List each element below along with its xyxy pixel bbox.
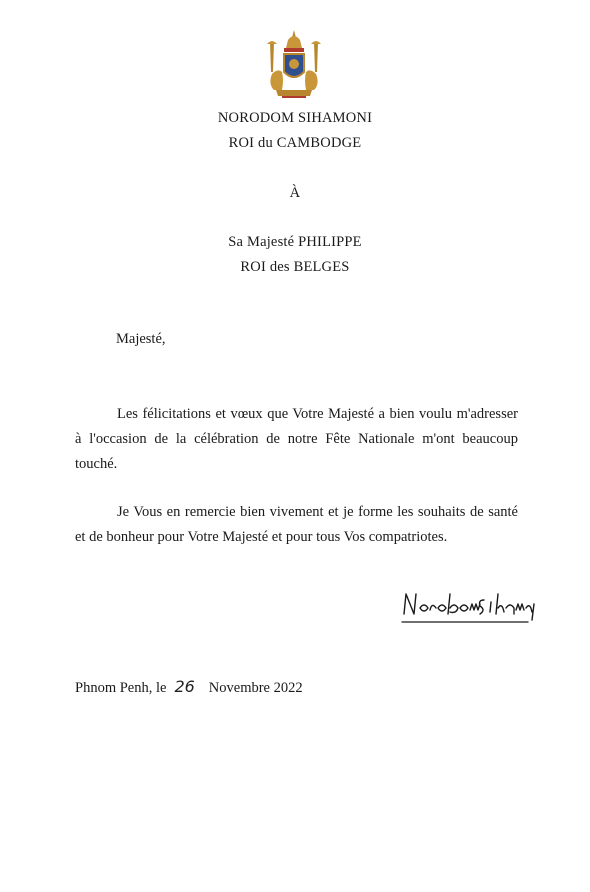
addressee-marker: À xyxy=(289,185,301,201)
recipient-name: Sa Majesté PHILIPPE xyxy=(228,234,362,250)
dateline-month-year: Novembre 2022 xyxy=(208,680,303,696)
royal-crest-icon xyxy=(262,28,326,100)
salutation: Majesté, xyxy=(116,331,166,347)
recipient-title: ROI des BELGES xyxy=(240,259,350,275)
dateline-place: Phnom Penh, le xyxy=(75,680,167,696)
sender-title: ROI du CAMBODGE xyxy=(228,135,362,151)
handwritten-signature xyxy=(400,586,540,628)
sender-name: NORODOM SIHAMONI xyxy=(217,110,373,126)
body-paragraph-2-text: Je Vous en remercie bien vivement et je forme les souhaits de santé et de bonheur pour Votre Majesté et pour tous Vos compatriotes. xyxy=(75,504,518,545)
body-paragraph-1-text: Les félicitations et vœux que Votre Majesté a bien voulu m'adresser à l'occasion de la célébration de notre Fête Nationale m'ont beaucoup touché. xyxy=(75,406,518,472)
body-paragraph-2 xyxy=(75,500,518,550)
dateline xyxy=(75,677,303,697)
body-paragraph-1 xyxy=(75,402,518,477)
dateline-day: 26 xyxy=(174,677,195,696)
